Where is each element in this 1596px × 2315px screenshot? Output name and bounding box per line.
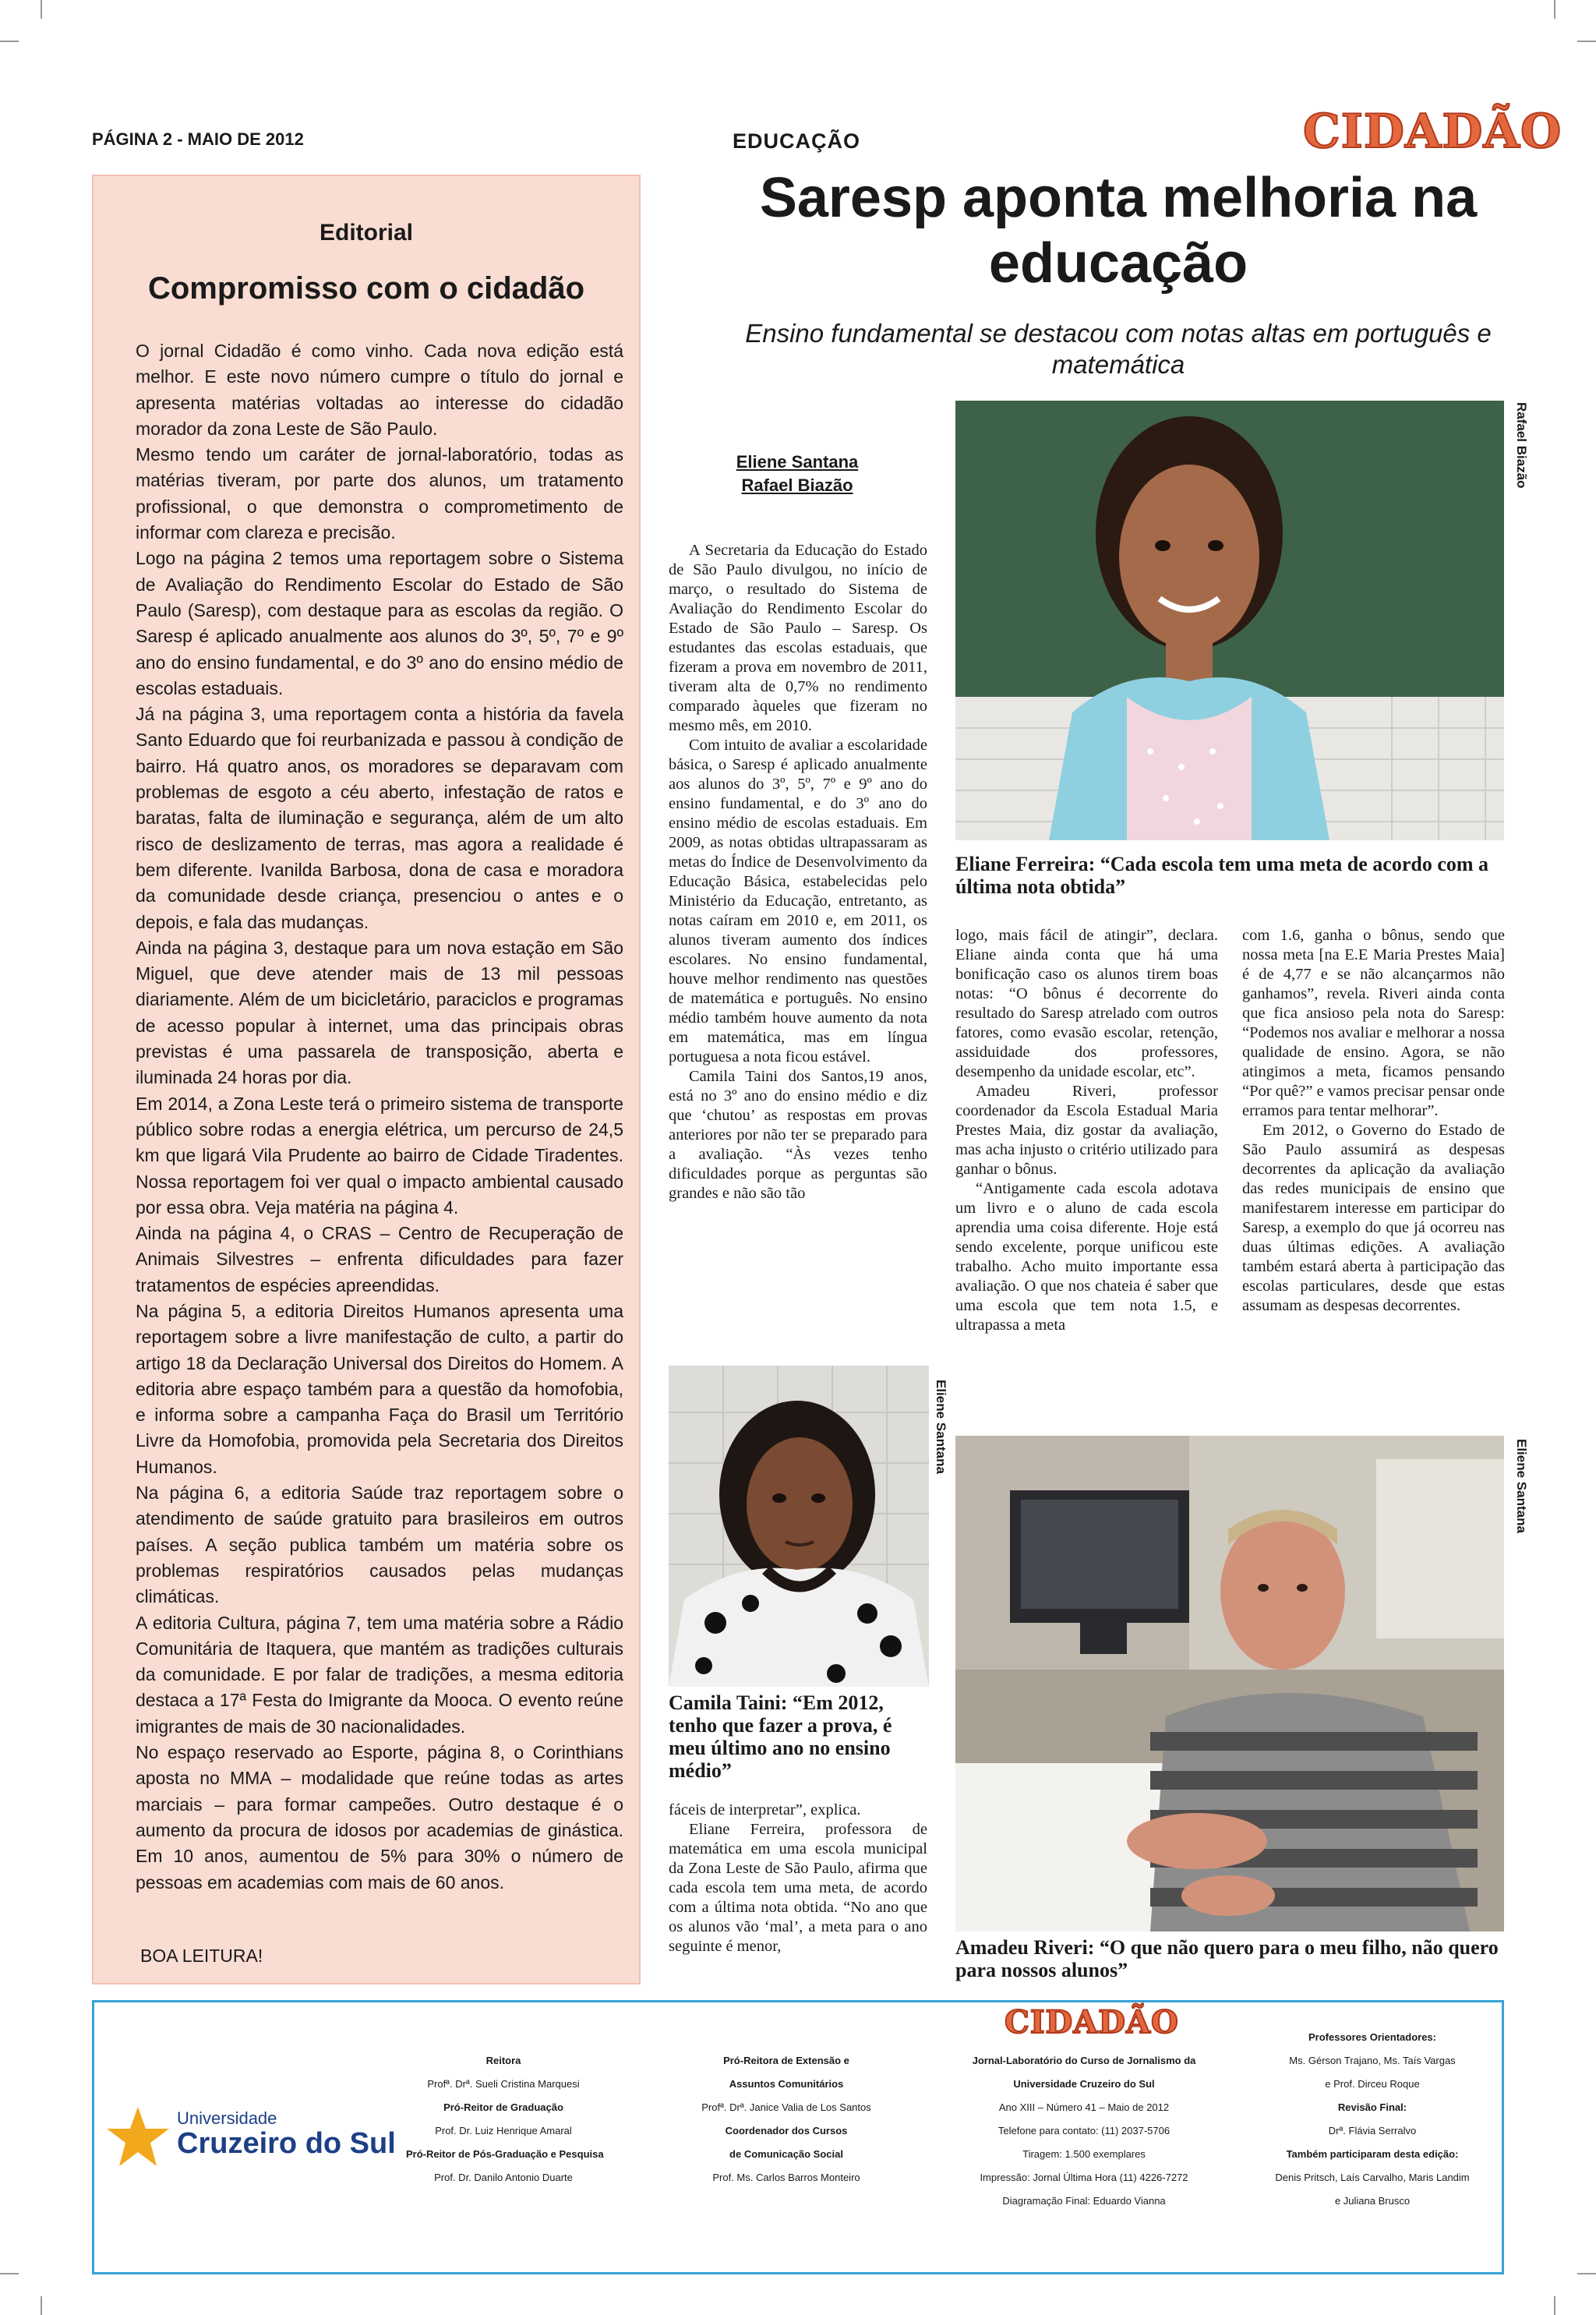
editorial-paragraph: Na página 5, a editoria Direitos Humanos apresenta uma reportagem sobre a livre manifestação de culto, a partir do artigo 18 da Declaração Universal dos Direitos do Homem. A editoria abre espaço também para a questão da homofobia, e informa sobre a campanha Faça do Brasil um Território Livre da Homofobia, promovida pela Secretaria dos Direitos Humanos. [136,1300,623,1477]
article-paragraph: logo, mais fácil de atingir”, declara. Eliane ainda conta que há uma bonificação caso os alunos tirem boas notas: “O bônus é decorrente do resultado do Saresp atrelado com outros fatores, como evasão escolar, retenção, assiduidade dos professores, desempenho da unidade escolar, etc”. [955,927,1218,1080]
editorial-kicker: Editorial [319,220,413,246]
article-paragraph: A Secretaria da Educação do Estado de São Paulo divulgou, no início de março, o resultado do Sistema de Avaliação do Rendimento Escolar do Estado de São Paulo – Saresp. Os estudantes das escolas estaduais, que fizeram a prova em novembro de 2011, tiveram alta de 0,7% no rendimento comparado àqueles que fizeram no mesmo mês, em 2010. [669,542,927,734]
footer-line: Telefone para contato: (11) 2037-5706 [998,2125,1171,2137]
crop-mark [0,2273,19,2274]
article-headline: Saresp aponta melhoria na educação [759,167,1478,295]
article-paragraph: Camila Taini dos Santos,19 anos, está no 3º ano do ensino médio e diz que ‘chutou’ as respostas em provas anteriores por não ter se preparado para a avaliação. “Às vezes tenho dificuldades porque as perguntas são grandes e não são tão [669,1068,927,1202]
footer-line: Pró-Reitor de Graduação [443,2101,563,2113]
footer-line: Revisão Final: [1337,2101,1407,2113]
footer-line: de Comunicação Social [729,2148,843,2160]
editorial-paragraph: Ainda na página 3, destaque para um nova estação em São Miguel, que deve atender mais de 13 mil pessoas diariamente. Além de um bicicletário, paraciclos e programas de acesso popular à internet, uma das principais obras previstas é uma passarela de transposição, aberta e iluminada 24 horas por dia. [136,937,623,1088]
footer-line: Também participaram desta edição: [1286,2148,1459,2160]
footer-line: Drª. Flávia Serralvo [1328,2125,1417,2137]
crop-mark [1554,2296,1555,2315]
university-logo [105,2088,401,2182]
footer-line: Professores Orientadores: [1308,2031,1436,2043]
footer-line: Ms. Gérson Trajano, Ms. Taís Vargas [1289,2055,1456,2066]
editorial-paragraph: Na página 6, a editoria Saúde traz reportagem sobre o atendimento de saúde gratuito para brasileiros em outros países. A seção publica também um matéria sobre os problemas respiratórios causados pelas mudanças climáticas. [136,1483,623,1607]
footer-line: Tiragem: 1.500 exemplares [1022,2148,1146,2160]
editorial-paragraph: O jornal Cidadão é como vinho. Cada nova edição está melhor. E este novo número cumpre o título do jornal e apresenta matérias voltadas ao interesse do cidadão morador da zona Leste de São Paulo. [136,341,623,439]
footer-line: Assuntos Comunitários [729,2078,844,2090]
editorial-signoff: BOA LEITURA! [140,1946,263,1966]
editorial-body [136,338,623,1896]
star-icon [105,2104,171,2169]
article-column-1 [669,541,927,1203]
masthead-footer [92,2000,1504,2274]
footer-line: Prof. Dr. Danilo Antonio Duarte [434,2172,573,2183]
crop-mark [41,0,42,19]
footer-line: e Prof. Dirceu Roque [1325,2078,1420,2090]
article-column-1-continued [669,1801,927,1956]
crop-mark [1577,2273,1596,2274]
photo-caption: Amadeu Riveri: “O que não quero para o meu filho, não quero para nossos alunos” [955,1936,1499,1981]
editorial-paragraph: A editoria Cultura, página 7, tem uma matéria sobre a Rádio Comunitária de Itaquera, que mantém as tradições culturais da comunidade. E por falar de tradições, a mesma editoria destaca a 17ª Festa do Imigrante da Mooca. O evento reúne imigrantes de mais de 30 nacionalidades. [136,1612,623,1737]
footer-line: Pró-Reitora de Extensão e [723,2055,849,2066]
footer-column-rectory [406,2049,604,2190]
photo-credit: Eliene Santana [1514,1439,1529,1533]
footer-column-newspaper [936,2049,1232,2213]
footer-line: e Juliana Brusco [1334,2195,1411,2207]
editorial-paragraph: Mesmo tendo um caráter de jornal-laboratório, todas as matérias tiveram, por parte dos alunos, um tratamento profissional, o que demonstra o comprometimento de informar com clareza e precisão. [136,444,623,543]
article-paragraph: fáceis de interpretar”, explica. [669,1801,861,1818]
footer-line: Coordenador dos Cursos [725,2125,848,2137]
page-label: PÁGINA 2 - MAIO DE 2012 [92,129,304,149]
editorial-paragraph: Já na página 3, uma reportagem conta a história da favela Santo Eduardo que foi reurbanizada e passou à condição de bairro. Há quatro anos, os moradores se deparavam com problemas de esgoto a céu aberto, infestação de ratos e baratas, falta de iluminação e segurança, além de um alto risco de deslizamento de terras, mas agora a realidade é bem diferente. Ivanilda Barbosa, dona de casa e moradora da comunidade desde criança, presenciou o antes e o depois, e fala das mudanças. [136,704,623,932]
cidadao-logo-small: CIDADÃO [1005,2004,1179,2041]
crop-mark [0,41,19,42]
footer-column-staff [1255,2026,1489,2213]
footer-line: Prof. Ms. Carlos Barros Monteiro [712,2172,860,2183]
footer-line: Reitora [486,2055,521,2066]
crop-mark [41,2296,42,2315]
article-subhead: Ensino fundamental se destacou com notas altas em português e matemática [745,319,1492,379]
editorial-paragraph: Em 2014, a Zona Leste terá o primeiro sistema de transporte público sobre rodas a energia elétrica, um percurso de 24,5 km que ligará Vila Prudente ao bairro de Cidade Tiradentes. Nossa reportagem foi ver qual o impacto ambiental causado por essa obra. Veja matéria na página 4. [136,1093,623,1218]
photo-amadeu [955,1436,1504,1932]
article-column-3 [1242,926,1505,1316]
article-paragraph: Em 2012, o Governo do Estado de São Paulo assumirá as despesas decorrentes da aplicação da avaliação das redes municipais de ensino que manifestarem interesse em participar do Saresp, a exemplo do que já ocorreu nas duas últimas edições. A avaliação também estará aberta à participação das escolas particulares, desde que estas assumam as despesas decorrentes. [1242,1122,1505,1314]
article-paragraph: Amadeu Riveri, professor coordenador da Escola Estadual Maria Prestes Maia, diz gostar da avaliação, mas acha injusto o critério utilizado para ganhar o bônus. [955,1083,1218,1178]
editorial-paragraph: Logo na página 2 temos uma reportagem sobre o Sistema de Avaliação do Rendimento Escolar do Estado de São Paulo (Saresp), com destaque para as escolas da região. O Saresp é aplicado anualmente aos alunos do 3º, 5º, 7º e 9º ano do ensino fundamental, e do 3º ano do ensino médio de escolas estaduais. [136,548,623,698]
footer-line: Diagramação Final: Eduardo Vianna [1002,2195,1166,2207]
editorial-paragraph: Ainda na página 4, o CRAS – Centro de Recuperação de Animais Silvestres – enfrenta dificuldades para fazer tratamentos de espécies apreendidas. [136,1223,623,1295]
article-column-2 [955,926,1218,1335]
university-line2: Cruzeiro do Sul [177,2127,396,2160]
article-paragraph: com 1.6, ganha o bônus, sendo que nossa meta [na E.E Maria Prestes Maia] é de 4,77 e se não alcançarmos não ganhamos”, revela. Riveri ainda conta que fica ansioso pela nota do Saresp: “Podemos nos avaliar e melhorar a nossa qualidade de ensino. Agora, se não atingimos a meta, ficamos pensando “Por quê?” e vamos precisar pensar onde erramos para tentar melhorar”. [1242,927,1506,1119]
editorial-title: Compromisso com o cidadão [147,271,585,306]
footer-line: Pró-Reitor de Pós-Graduação e Pesquisa [406,2148,604,2160]
section-label: EDUCAÇÃO [733,129,861,153]
byline-author: Eliene Santana [736,452,859,472]
footer-line: Universidade Cruzeiro do Sul [1013,2078,1155,2090]
footer-line: Ano XIII – Número 41 – Maio de 2012 [998,2101,1170,2113]
photo-eliane [955,401,1504,840]
article-paragraph: Com intuito de avaliar a escolaridade básica, o Saresp é aplicado anualmente aos alunos do 3º, 5º, 7º e 9º ano do ensino fundamental, e do 3º ano do ensino médio de escolas estaduais. Em 2009, as notas obtidas ultrapassaram as metas do Índice de Desenvolvimento da Educação Básica, estabelecidas pelo Ministério da Educação, entretanto, as notas caíram em 2010 e, em 2011, os alunos tiveram aumento dos índices escolares. No ensino fundamental, houve melhor rendimento nas questões de matemática e português. No ensino médio também houve aumento da nota em matemática, mas em língua portuguesa a nota ficou estável. [669,737,927,1066]
photo-caption: Camila Taini: “Em 2012, tenho que fazer a prova, é meu último ano no ensino médio” [669,1691,892,1782]
crop-mark [1577,41,1596,42]
photo-camila [669,1366,929,1687]
footer-line: Profª. Drª. Sueli Cristina Marquesi [427,2078,580,2090]
footer-line: Jornal-Laboratório do Curso de Jornalismo da [972,2055,1196,2066]
footer-line: Denis Pritsch, Laís Carvalho, Maris Landim [1275,2172,1470,2183]
byline-author: Rafael Biazão [741,475,853,495]
crop-mark [1554,0,1555,19]
footer-line: Impressão: Jornal Última Hora (11) 4226-7272 [980,2172,1188,2183]
editorial-paragraph: No espaço reservado ao Esporte, página 8, o Corinthians aposta no MMA – modalidade que reúne todas as artes marciais – para formar campeões. Outro destaque é o aumento da procura de idosos por academias de ginástica. Em 10 anos, aumentou de 5% para 30% o número de pessoas em academias com mais de 60 anos. [136,1742,623,1893]
photo-credit: Rafael Biazão [1514,402,1529,489]
byline [669,451,926,497]
article-paragraph: “Antigamente cada escola adotava um livro e o aluno de cada escola aprendia uma coisa diferente. Hoje está sendo excelente, porque unificou este trabalho. Acho muito importante essa avaliação. O que nos chateia é saber que uma escola que tem nota 1.5, e ultrapassa a meta [955,1180,1218,1334]
university-line1: Universidade [177,2108,277,2128]
cidadao-logo: CIDADÃO [1303,104,1562,159]
footer-line: Profª. Drª. Janice Valia de Los Santos [701,2101,871,2113]
photo-credit: Eliene Santana [934,1380,948,1474]
article-paragraph: Eliane Ferreira, professora de matemática em uma escola municipal da Zona Leste de São Paulo, afirma que cada escola tem uma meta, de acordo com a última nota obtida. “No ano que os alunos vão ‘mal’, a meta para o ano seguinte é menor, [669,1821,927,1955]
footer-line: Prof. Dr. Luiz Henrique Amaral [435,2125,572,2137]
footer-column-extension [693,2049,880,2190]
editorial-box [92,175,641,1985]
photo-caption: Eliane Ferreira: “Cada escola tem uma meta de acordo com a última nota obtida” [955,853,1489,898]
